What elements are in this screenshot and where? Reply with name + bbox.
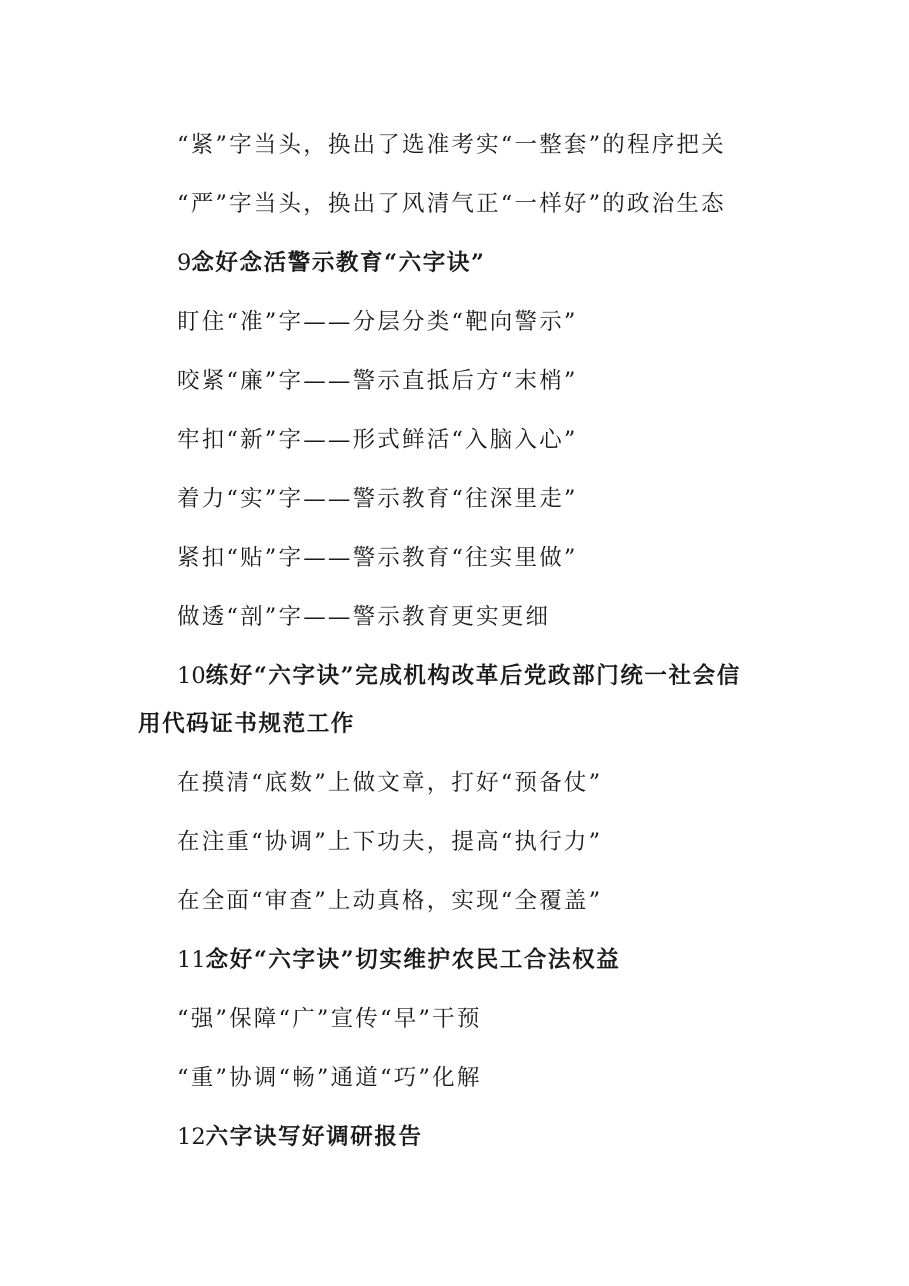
paragraph-line: 牢扣“新”字——形式鲜活“入脑入心” — [177, 427, 578, 453]
heading-title: 念好念活警示教育“六字诀” — [191, 250, 486, 276]
paragraph-line: 盯住“准”字——分层分类“靶向警示” — [177, 309, 578, 335]
paragraph-line: 在摸清“底数”上做文章，打好“预备仗” — [177, 770, 603, 796]
heading-number: 9 — [177, 250, 192, 276]
section-heading-11 — [138, 945, 788, 975]
paragraph-line: “强”保障“广”宣传“早”干预 — [177, 1006, 482, 1032]
paragraph-line: 在全面“审查”上动真格，实现“全覆盖” — [177, 888, 603, 914]
heading-title-line-1: 练好“六字诀”完成机构改革后党政部门统一社会信 — [205, 663, 741, 689]
section-heading-10-continued: 用代码证书规范工作 — [138, 711, 355, 737]
heading-number: 10 — [177, 663, 206, 689]
paragraph-line: 做透“剖”字——警示教育更实更细 — [177, 604, 551, 630]
paragraph-line: “紧”字当头，换出了选准考实“一整套”的程序把关 — [177, 132, 726, 158]
paragraph-line: 咬紧“廉”字——警示直抵后方“末梢” — [177, 368, 578, 394]
paragraph-line: “重”协调“畅”通道“巧”化解 — [177, 1065, 482, 1091]
heading-number: 11 — [177, 947, 206, 973]
section-heading-10 — [138, 661, 788, 691]
paragraph-line: 在注重“协调”上下功夫，提高“执行力” — [177, 829, 603, 855]
paragraph-line: 着力“实”字——警示教育“往深里走” — [177, 486, 578, 512]
heading-number: 12 — [177, 1124, 206, 1150]
heading-title: 念好“六字诀”切实维护农民工合法权益 — [205, 947, 621, 973]
section-heading-12 — [138, 1122, 788, 1152]
paragraph-line: “严”字当头，换出了风清气正“一样好”的政治生态 — [177, 191, 726, 217]
section-heading-9 — [138, 248, 788, 278]
heading-title: 六字诀写好调研报告 — [205, 1124, 423, 1150]
paragraph-line: 紧扣“贴”字——警示教育“往实里做” — [177, 545, 578, 571]
